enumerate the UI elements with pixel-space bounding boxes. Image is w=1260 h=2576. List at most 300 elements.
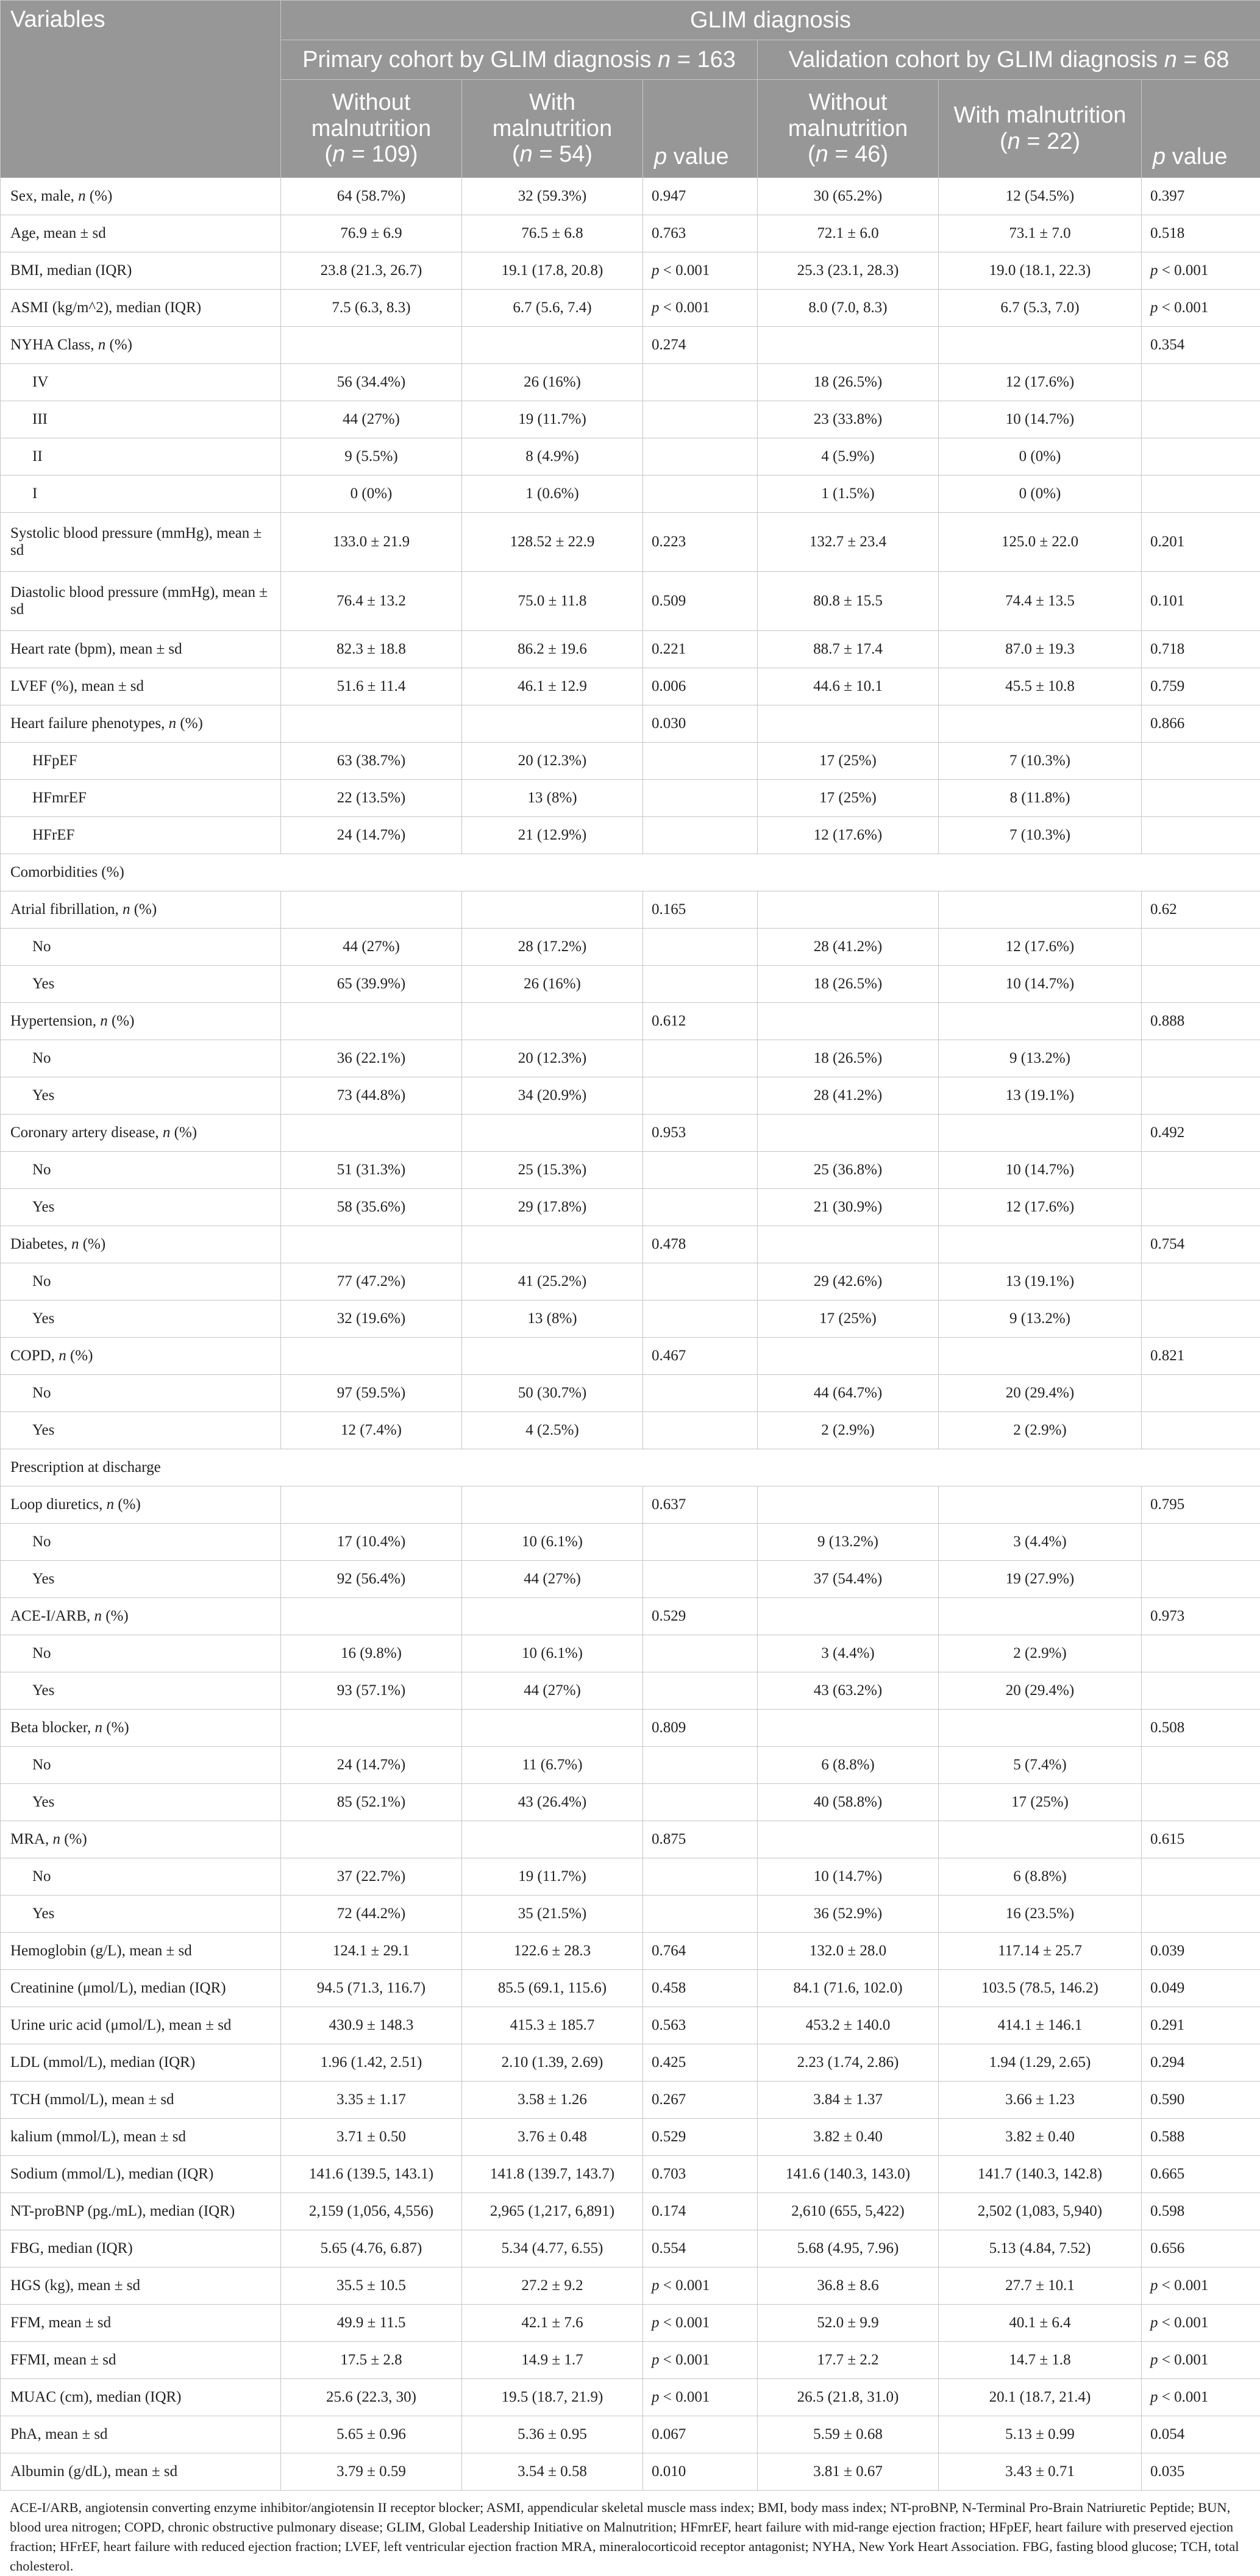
primary-without-cell [281,1338,462,1375]
primary-without-cell: 49.9 ± 11.5 [281,2305,462,2342]
primary-p-cell [643,1152,758,1189]
primary-p-cell [643,1747,758,1784]
validation-with-cell: 20 (29.4%) [939,1672,1142,1710]
row-label: Coronary artery disease, n (%) [1,1115,281,1152]
table-row [1,513,1260,572]
primary-without-cell [281,1486,462,1524]
primary-without-cell: 430.9 ± 148.3 [281,2007,462,2044]
primary-with-cell [462,1821,643,1858]
primary-with-cell: 3.76 ± 0.48 [462,2119,643,2156]
validation-without-cell: 28 (41.2%) [758,1077,939,1115]
row-label: FFM, mean ± sd [1,2305,281,2342]
primary-p-cell [643,966,758,1003]
validation-with-cell: 414.1 ± 146.1 [939,2007,1142,2044]
row-label: No [1,1375,281,1412]
table-row [1,215,1260,252]
validation-p-cell: 0.397 [1142,178,1260,215]
primary-p-cell: 0.478 [643,1226,758,1263]
primary-without-cell [281,327,462,364]
validation-with-cell: 3.43 ± 0.71 [939,2453,1142,2491]
validation-with-cell: 12 (17.6%) [939,1189,1142,1226]
table-row [1,1821,1260,1858]
validation-with-cell: 2 (2.9%) [939,1412,1142,1449]
primary-p-cell: 0.554 [643,2230,758,2267]
primary-p-cell: 0.174 [643,2193,758,2230]
table-row [1,1338,1260,1375]
row-label: HFpEF [1,743,281,780]
table-row [1,572,1260,631]
validation-p-cell: 0.866 [1142,705,1260,743]
validation-without-cell: 80.8 ± 15.5 [758,572,939,631]
row-label: HGS (kg), mean ± sd [1,2267,281,2305]
row-label: III [1,401,281,438]
table-row [1,290,1260,327]
table-row [1,438,1260,476]
primary-with-cell: 122.6 ± 28.3 [462,1933,643,1970]
primary-with-header: With malnutrition (n = 54) [462,80,643,178]
table-row [1,1263,1260,1300]
validation-p-cell [1142,1412,1260,1449]
primary-p-cell: 0.067 [643,2416,758,2453]
primary-with-cell: 10 (6.1%) [462,1635,643,1672]
validation-with-cell: 87.0 ± 19.3 [939,631,1142,668]
validation-with-header: With malnutrition (n = 22) [939,80,1142,178]
validation-without-cell: 10 (14.7%) [758,1858,939,1896]
validation-p-cell [1142,929,1260,966]
validation-with-cell: 16 (23.5%) [939,1896,1142,1933]
row-label: NT-proBNP (pg./mL), median (IQR) [1,2193,281,2230]
table-row [1,1115,1260,1152]
primary-without-cell: 44 (27%) [281,401,462,438]
validation-p-cell: 0.508 [1142,1710,1260,1747]
validation-without-cell [758,1486,939,1524]
row-label: I [1,476,281,513]
validation-p-cell [1142,817,1260,854]
row-label: TCH (mmol/L), mean ± sd [1,2082,281,2119]
validation-without-cell [758,1710,939,1747]
primary-without-cell: 32 (19.6%) [281,1300,462,1338]
primary-p-cell: 0.563 [643,2007,758,2044]
primary-p-cell [643,1189,758,1226]
validation-with-cell: 5.13 (4.84, 7.52) [939,2230,1142,2267]
row-label: FBG, median (IQR) [1,2230,281,2267]
table-row [1,1858,1260,1896]
primary-with-cell: 2.10 (1.39, 2.69) [462,2044,643,2082]
primary-without-cell: 51.6 ± 11.4 [281,668,462,705]
primary-p-cell: 0.529 [643,2119,758,2156]
validation-p-cell [1142,1896,1260,1933]
validation-without-cell: 6 (8.8%) [758,1747,939,1784]
validation-without-cell: 3.81 ± 0.67 [758,2453,939,2491]
primary-p-cell [643,1263,758,1300]
row-label: Yes [1,1412,281,1449]
primary-with-cell: 13 (8%) [462,1300,643,1338]
primary-with-cell: 20 (12.3%) [462,1040,643,1077]
row-label: Hypertension, n (%) [1,1003,281,1040]
table-row [1,2342,1260,2379]
table-row [1,1598,1260,1635]
primary-without-cell: 22 (13.5%) [281,780,462,817]
validation-without-cell: 44 (64.7%) [758,1375,939,1412]
primary-without-cell: 82.3 ± 18.8 [281,631,462,668]
table-row [1,1152,1260,1189]
primary-without-cell: 56 (34.4%) [281,364,462,401]
validation-without-cell: 40 (58.8%) [758,1784,939,1821]
validation-with-cell [939,1486,1142,1524]
validation-p-cell: 0.759 [1142,668,1260,705]
primary-with-cell: 19.1 (17.8, 20.8) [462,252,643,290]
primary-without-cell: 58 (35.6%) [281,1189,462,1226]
validation-without-cell: 21 (30.9%) [758,1189,939,1226]
table-row [1,2193,1260,2230]
validation-with-cell: 74.4 ± 13.5 [939,572,1142,631]
row-label: Diastolic blood pressure (mmHg), mean ± sd [1,572,281,631]
validation-with-cell: 13 (19.1%) [939,1077,1142,1115]
validation-without-cell [758,1821,939,1858]
validation-without-cell: 88.7 ± 17.4 [758,631,939,668]
primary-with-cell: 1 (0.6%) [462,476,643,513]
row-label: Hemoglobin (g/L), mean ± sd [1,1933,281,1970]
table-row [1,252,1260,290]
primary-without-cell: 1.96 (1.42, 2.51) [281,2044,462,2082]
validation-without-cell [758,705,939,743]
primary-without-cell: 94.5 (71.3, 116.7) [281,1970,462,2007]
table-row [1,1524,1260,1561]
table-row [1,929,1260,966]
row-label: BMI, median (IQR) [1,252,281,290]
validation-p-cell: p < 0.001 [1142,2379,1260,2416]
validation-with-cell: 12 (54.5%) [939,178,1142,215]
primary-with-cell: 44 (27%) [462,1672,643,1710]
primary-p-cell: p < 0.001 [643,252,758,290]
primary-with-cell [462,327,643,364]
validation-without-header: Without malnutrition (n = 46) [758,80,939,178]
validation-p-cell [1142,1784,1260,1821]
validation-without-cell: 2.23 (1.74, 2.86) [758,2044,939,2082]
validation-p-cell [1142,364,1260,401]
validation-without-cell: 3.84 ± 1.37 [758,2082,939,2119]
validation-p-cell: 0.518 [1142,215,1260,252]
primary-p-cell: 0.006 [643,668,758,705]
primary-p-cell: 0.529 [643,1598,758,1635]
validation-without-cell: 25 (36.8%) [758,1152,939,1189]
validation-with-cell [939,1821,1142,1858]
primary-p-cell: 0.223 [643,513,758,572]
section-label: Comorbidities (%) [1,854,1260,891]
primary-with-cell: 44 (27%) [462,1561,643,1598]
validation-with-cell: 125.0 ± 22.0 [939,513,1142,572]
validation-without-cell: 132.7 ± 23.4 [758,513,939,572]
row-label: LVEF (%), mean ± sd [1,668,281,705]
validation-p-cell: 0.665 [1142,2156,1260,2193]
table-row [1,2305,1260,2342]
primary-with-cell: 19 (11.7%) [462,401,643,438]
validation-p-cell: p < 0.001 [1142,252,1260,290]
primary-without-cell: 2,159 (1,056, 4,556) [281,2193,462,2230]
table-row [1,1226,1260,1263]
row-label: kalium (mmol/L), mean ± sd [1,2119,281,2156]
row-label: MRA, n (%) [1,1821,281,1858]
validation-without-cell [758,1226,939,1263]
primary-without-cell: 51 (31.3%) [281,1152,462,1189]
validation-without-cell: 17 (25%) [758,743,939,780]
validation-without-cell [758,1003,939,1040]
validation-p-cell [1142,1672,1260,1710]
primary-p-cell: 0.703 [643,2156,758,2193]
table-row [1,1747,1260,1784]
primary-p-cell: 0.010 [643,2453,758,2491]
table-row [1,631,1260,668]
validation-with-cell: 2,502 (1,083, 5,940) [939,2193,1142,2230]
table-body [1,178,1260,2491]
validation-without-cell: 25.3 (23.1, 28.3) [758,252,939,290]
validation-without-cell: 1 (1.5%) [758,476,939,513]
row-label: Sodium (mmol/L), median (IQR) [1,2156,281,2193]
primary-without-cell [281,1115,462,1152]
primary-with-cell: 5.34 (4.77, 6.55) [462,2230,643,2267]
primary-p-cell [643,1672,758,1710]
validation-with-cell: 19.0 (18.1, 22.3) [939,252,1142,290]
primary-without-cell: 73 (44.8%) [281,1077,462,1115]
section-row [1,854,1260,891]
primary-without-cell: 141.6 (139.5, 143.1) [281,2156,462,2193]
table-row [1,1077,1260,1115]
validation-p-cell: 0.101 [1142,572,1260,631]
primary-without-cell [281,891,462,929]
validation-without-cell: 23 (33.8%) [758,401,939,438]
validation-p-cell: 0.598 [1142,2193,1260,2230]
primary-with-cell [462,705,643,743]
validation-p-cell: 0.049 [1142,1970,1260,2007]
validation-p-cell: 0.718 [1142,631,1260,668]
validation-p-cell: 0.62 [1142,891,1260,929]
table-row [1,2416,1260,2453]
validation-without-cell [758,1598,939,1635]
validation-with-cell: 103.5 (78.5, 146.2) [939,1970,1142,2007]
primary-without-cell: 3.71 ± 0.50 [281,2119,462,2156]
validation-p-cell [1142,476,1260,513]
row-label: FFMI, mean ± sd [1,2342,281,2379]
primary-without-cell: 23.8 (21.3, 26.7) [281,252,462,290]
primary-without-cell: 63 (38.7%) [281,743,462,780]
row-label: II [1,438,281,476]
validation-without-cell: 18 (26.5%) [758,1040,939,1077]
primary-with-cell: 28 (17.2%) [462,929,643,966]
validation-p-cell: 0.821 [1142,1338,1260,1375]
row-label: Yes [1,1784,281,1821]
validation-with-cell [939,1598,1142,1635]
primary-with-cell: 26 (16%) [462,364,643,401]
primary-without-cell: 24 (14.7%) [281,817,462,854]
primary-p-cell: p < 0.001 [643,290,758,327]
validation-with-cell: 3 (4.4%) [939,1524,1142,1561]
primary-without-cell: 9 (5.5%) [281,438,462,476]
validation-with-cell: 17 (25%) [939,1784,1142,1821]
primary-without-cell: 72 (44.2%) [281,1896,462,1933]
validation-p-cell [1142,401,1260,438]
primary-with-cell: 26 (16%) [462,966,643,1003]
row-label: IV [1,364,281,401]
primary-p-cell: p < 0.001 [643,2379,758,2416]
validation-without-cell: 36 (52.9%) [758,1896,939,1933]
primary-with-cell: 34 (20.9%) [462,1077,643,1115]
validation-with-cell [939,1003,1142,1040]
validation-p-cell: 0.492 [1142,1115,1260,1152]
primary-without-cell: 76.9 ± 6.9 [281,215,462,252]
validation-with-cell: 27.7 ± 10.1 [939,2267,1142,2305]
primary-p-cell [643,401,758,438]
row-label: HFmrEF [1,780,281,817]
validation-p-cell [1142,1524,1260,1561]
primary-with-cell [462,891,643,929]
primary-p-cell: 0.764 [643,1933,758,1970]
primary-p-cell [643,1561,758,1598]
row-label: NYHA Class, n (%) [1,327,281,364]
table-row [1,1486,1260,1524]
validation-with-cell: 8 (11.8%) [939,780,1142,817]
validation-p-cell: 0.888 [1142,1003,1260,1040]
table-row [1,2119,1260,2156]
primary-with-cell: 46.1 ± 12.9 [462,668,643,705]
row-label: No [1,1635,281,1672]
validation-with-cell: 117.14 ± 25.7 [939,1933,1142,1970]
primary-p-cell [643,743,758,780]
validation-p-cell: 0.656 [1142,2230,1260,2267]
table-row [1,743,1260,780]
primary-without-cell: 5.65 ± 0.96 [281,2416,462,2453]
validation-without-cell: 30 (65.2%) [758,178,939,215]
table-row [1,178,1260,215]
validation-with-cell [939,705,1142,743]
row-label: Systolic blood pressure (mmHg), mean ± sd [1,513,281,572]
primary-p-cell [643,1635,758,1672]
validation-p-cell [1142,1152,1260,1189]
primary-p-cell: 0.953 [643,1115,758,1152]
validation-p-cell: 0.035 [1142,2453,1260,2491]
primary-with-cell: 50 (30.7%) [462,1375,643,1412]
validation-p-cell [1142,1747,1260,1784]
validation-p-cell: 0.590 [1142,2082,1260,2119]
row-label: Age, mean ± sd [1,215,281,252]
primary-without-cell [281,1226,462,1263]
validation-with-cell: 5 (7.4%) [939,1747,1142,1784]
row-label: Yes [1,1189,281,1226]
primary-with-cell: 85.5 (69.1, 115.6) [462,1970,643,2007]
primary-p-cell [643,1858,758,1896]
table-row [1,1635,1260,1672]
primary-p-cell: 0.637 [643,1486,758,1524]
table-row [1,2453,1260,2491]
primary-p-cell [643,929,758,966]
primary-cohort-header: Primary cohort by GLIM diagnosis n = 163 [281,40,758,80]
table-row [1,1710,1260,1747]
validation-p-cell [1142,1858,1260,1896]
validation-without-cell: 5.68 (4.95, 7.96) [758,2230,939,2267]
primary-without-cell [281,1821,462,1858]
glim-diagnosis-header: GLIM diagnosis [281,1,1260,40]
validation-with-cell: 0 (0%) [939,438,1142,476]
primary-p-cell [643,1375,758,1412]
validation-with-cell: 9 (13.2%) [939,1300,1142,1338]
primary-with-cell: 4 (2.5%) [462,1412,643,1449]
validation-without-cell: 17 (25%) [758,1300,939,1338]
validation-with-cell [939,327,1142,364]
primary-without-cell: 7.5 (6.3, 8.3) [281,290,462,327]
row-label: ASMI (kg/m^2), median (IQR) [1,290,281,327]
primary-p-cell [643,476,758,513]
primary-with-cell: 5.36 ± 0.95 [462,2416,643,2453]
primary-without-cell: 37 (22.7%) [281,1858,462,1896]
primary-without-cell: 35.5 ± 10.5 [281,2267,462,2305]
row-label: Creatinine (μmol/L), median (IQR) [1,1970,281,2007]
row-label: No [1,1152,281,1189]
table-row [1,1040,1260,1077]
table-row [1,891,1260,929]
primary-with-cell: 141.8 (139.7, 143.7) [462,2156,643,2193]
primary-with-cell: 19 (11.7%) [462,1858,643,1896]
primary-p-cell [643,1300,758,1338]
table-row [1,2379,1260,2416]
primary-p-cell: 0.809 [643,1710,758,1747]
primary-with-cell: 27.2 ± 9.2 [462,2267,643,2305]
row-label: Urine uric acid (μmol/L), mean ± sd [1,2007,281,2044]
row-label: Sex, male, n (%) [1,178,281,215]
validation-p-cell: 0.054 [1142,2416,1260,2453]
validation-p-cell: 0.354 [1142,327,1260,364]
primary-without-cell: 16 (9.8%) [281,1635,462,1672]
validation-without-cell: 26.5 (21.8, 31.0) [758,2379,939,2416]
primary-without-cell [281,1598,462,1635]
validation-with-cell: 2 (2.9%) [939,1635,1142,1672]
primary-without-cell: 65 (39.9%) [281,966,462,1003]
validation-with-cell: 10 (14.7%) [939,401,1142,438]
primary-without-cell: 36 (22.1%) [281,1040,462,1077]
validation-with-cell: 141.7 (140.3, 142.8) [939,2156,1142,2193]
validation-with-cell: 3.82 ± 0.40 [939,2119,1142,2156]
primary-without-cell: 5.65 (4.76, 6.87) [281,2230,462,2267]
validation-p-cell: 0.588 [1142,2119,1260,2156]
primary-without-cell: 124.1 ± 29.1 [281,1933,462,1970]
primary-p-cell [643,817,758,854]
primary-with-cell [462,1598,643,1635]
primary-without-cell: 25.6 (22.3, 30) [281,2379,462,2416]
primary-p-cell: p < 0.001 [643,2342,758,2379]
row-label: ACE-I/ARB, n (%) [1,1598,281,1635]
validation-with-cell [939,1115,1142,1152]
primary-with-cell: 10 (6.1%) [462,1524,643,1561]
primary-without-cell: 3.79 ± 0.59 [281,2453,462,2491]
table-row [1,780,1260,817]
validation-with-cell: 12 (17.6%) [939,364,1142,401]
primary-with-cell: 128.52 ± 22.9 [462,513,643,572]
validation-with-cell: 6.7 (5.3, 7.0) [939,290,1142,327]
row-label: Heart failure phenotypes, n (%) [1,705,281,743]
validation-p-cell [1142,966,1260,1003]
primary-p-cell [643,1784,758,1821]
validation-p-cell: 0.291 [1142,2007,1260,2044]
primary-p-cell: p < 0.001 [643,2267,758,2305]
primary-without-cell: 133.0 ± 21.9 [281,513,462,572]
variables-header: Variables [1,1,281,178]
validation-without-cell [758,327,939,364]
row-label: Yes [1,1672,281,1710]
primary-p-cell: 0.509 [643,572,758,631]
primary-with-cell: 42.1 ± 7.6 [462,2305,643,2342]
row-label: Yes [1,966,281,1003]
validation-with-cell: 10 (14.7%) [939,966,1142,1003]
validation-p-cell: 0.615 [1142,1821,1260,1858]
table-row [1,705,1260,743]
